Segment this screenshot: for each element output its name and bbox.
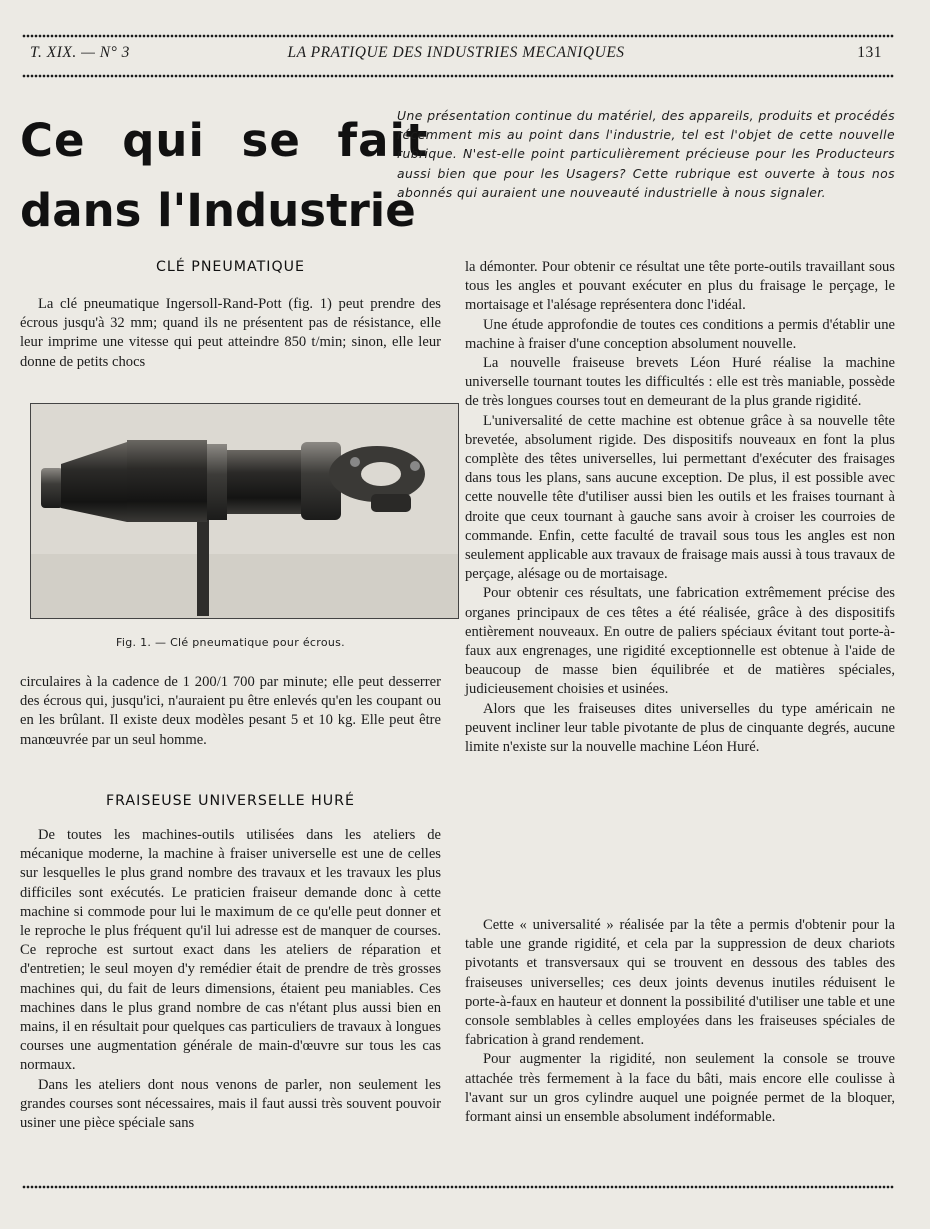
running-header xyxy=(30,44,882,66)
paragraph: La clé pneumatique Ingersoll-Rand-Pott (fig. 1) peut prendre des écrous jusqu'à 32 mm; quand ils ne présentent pas de résistance, elle leur imprime une vitesse qui peut atteindre 850 t/min; sinon, elle leur donne de petits chocs xyxy=(20,296,441,370)
figure-1-pneumatic-wrench xyxy=(30,403,459,619)
paragraph: Une étude approfondie de toutes ces conditions a permis d'établir une machine à fraiser d'une conception absolument nouvelle. xyxy=(465,316,895,352)
pneumatic-wrench-illustration xyxy=(31,404,458,618)
paragraph: Alors que les fraiseuses dites universelles du type américain ne peuvent incliner leur table pivotante de plus de cinquante degrés, aucune limite n'existe sur la nouvelle machine Léon Huré. xyxy=(465,700,895,756)
article-fraiseuse-right-column-bottom xyxy=(465,916,895,1127)
volume-number: T. XIX. — N° 3 xyxy=(30,44,130,61)
paragraph: De toutes les machines-outils utilisées dans les ateliers de mécanique moderne, la machine à fraiser universelle est une de celles sur lesquelles le plus grand nombre des travaux et les travaux les plus difficiles sont exécutés. Le praticien fraiseur demande donc à cette machine si commode pour lui le maximum de ce qu'elle peut donner et le reproche le plus fréquent qu'il lui adresse est de manquer de courses. Ce reproche est surtout exact dans les ateliers de réparation et d'entretien; le seul moyen d'y remédier était de prendre de très grosses machines qui, du fait de leurs dimensions, étaient peu maniables. Ces machines dans le plus grand nombre de cas n'étant plus aussi bien en mains, il en résultait pour quelques cas particuliers de travaux à longues courses une augmentation générale de main-d'œuvre sur tous les cas normaux. xyxy=(20,827,441,1074)
rubric-title xyxy=(20,106,429,246)
article-fraiseuse-left-column xyxy=(20,826,441,1133)
article-cle-paragraph-2 xyxy=(20,673,441,750)
top-dotted-rule xyxy=(22,34,894,38)
article-fraiseuse-right-column-top xyxy=(465,258,895,757)
section-title-cle-pneumatique: CLÉ PNEUMATIQUE xyxy=(155,259,305,275)
article-cle-paragraph-1 xyxy=(20,295,441,372)
paragraph: la démonter. Pour obtenir ce résultat une tête porte-outils travaillant sous tous les angles et pouvant exécuter en plus du fraisage le perçage, le mortaisage et l'alésage représentera donc l'idéal. xyxy=(465,259,895,314)
paragraph: Cette « universalité » réalisée par la tête a permis d'obtenir pour la table une grande rigidité, et cela par la suppression de deux chariots pivotants et transversaux qui se trouvent en dessous des tables des fraiseuses universelles; ces deux joints devenus inutiles réduisent le porte-à-faux en hauteur et donnent la possibilité d'utiliser une table et une console semblables à celles employées dans les fraiseuses spéciales de fabrication à grand rendement. xyxy=(465,917,895,1049)
paragraph: Dans les ateliers dont nous venons de parler, non seulement les grandes courses sont nécessaires, mais il faut aussi très souvent pouvoir usiner une pièce spéciale sans xyxy=(20,1076,441,1132)
rubric-title-line-1: Ce qui se fait xyxy=(20,114,429,167)
page-number: 131 xyxy=(857,44,882,61)
paragraph: Pour augmenter la rigidité, non seulement la console se trouve attachée très fermement à la face du bâti, mais encore elle coulisse à l'avant sur un gros cylindre auquel une poignée permet de la bloquer, formant ainsi un ensemble absolument indéformable. xyxy=(465,1051,895,1126)
paragraph: L'universalité de cette machine est obtenue grâce à sa nouvelle tête brevetée, absolument rigide. Des dispositifs nouveaux en font la plus complète des têtes universelles, lui permettant d'exécuter des fraisages dans tous les plans, sans aucune exception. De plus, il est possible avec cette nouvelle tête d'utiliser aussi bien les outils et les fraises tournant à droite que ceux tournant à gauche sans avoir à croiser les courroies de commande. Enfin, cette faculté de travail sous tous les angles est non seulement applicable aux travaux de fraisage mais aussi à tous travaux de perçage, alésage ou de mortaisage. xyxy=(465,412,895,583)
journal-title: LA PRATIQUE DES INDUSTRIES MECANIQUES xyxy=(287,44,625,61)
paragraph: Pour obtenir ces résultats, une fabrication extrêmement précise des organes principaux de ces têtes a été réalisée, grâce à des dispositifs entièrement nouveaux. En outre de paliers spéciaux évitant tout porte-à-faux aux engrenages, une rigidité exceptionnelle est obtenue à l'aide de beaucoup de masse bien équilibrée et de matières spéciales, judicieusement choisies et usinées. xyxy=(465,585,895,698)
header-dotted-rule xyxy=(22,74,894,78)
figure-1-caption: Fig. 1. — Clé pneumatique pour écrous. xyxy=(116,636,345,649)
paragraph: circulaires à la cadence de 1 200/1 700 par minute; elle peut desserrer des écrous qui, jusqu'ici, n'auraient pu être enlevés qu'en les coupant ou en les brûlant. Il existe deux modèles pesant 5 et 10 kg. Elle peut être manœuvrée par un seul homme. xyxy=(20,674,441,748)
rubric-title-line-2: dans l'Industrie xyxy=(20,184,416,237)
rubric-intro: Une présentation continue du matériel, des appareils, produits et procédés récemment mis au point dans l'industrie, tel est l'objet de cette nouvelle rubrique. N'est-elle point particulièrement précieuse pour les Producteurs aussi bien que pour les Usagers? Cette rubrique est ouverte à tous nos abonnés qui auraient une nouveauté industrielle à nous signaler. xyxy=(397,108,895,200)
section-title-fraiseuse-hure: FRAISEUSE UNIVERSELLE HURÉ xyxy=(105,793,355,809)
handle-bar xyxy=(197,512,209,616)
bottom-dotted-rule xyxy=(22,1185,894,1189)
paragraph: La nouvelle fraiseuse brevets Léon Huré réalise la machine universelle tournant toutes les difficultés : elle est très maniable, possède de très longues courses tout en demeurant de la plus grande rigidité. xyxy=(465,355,895,410)
